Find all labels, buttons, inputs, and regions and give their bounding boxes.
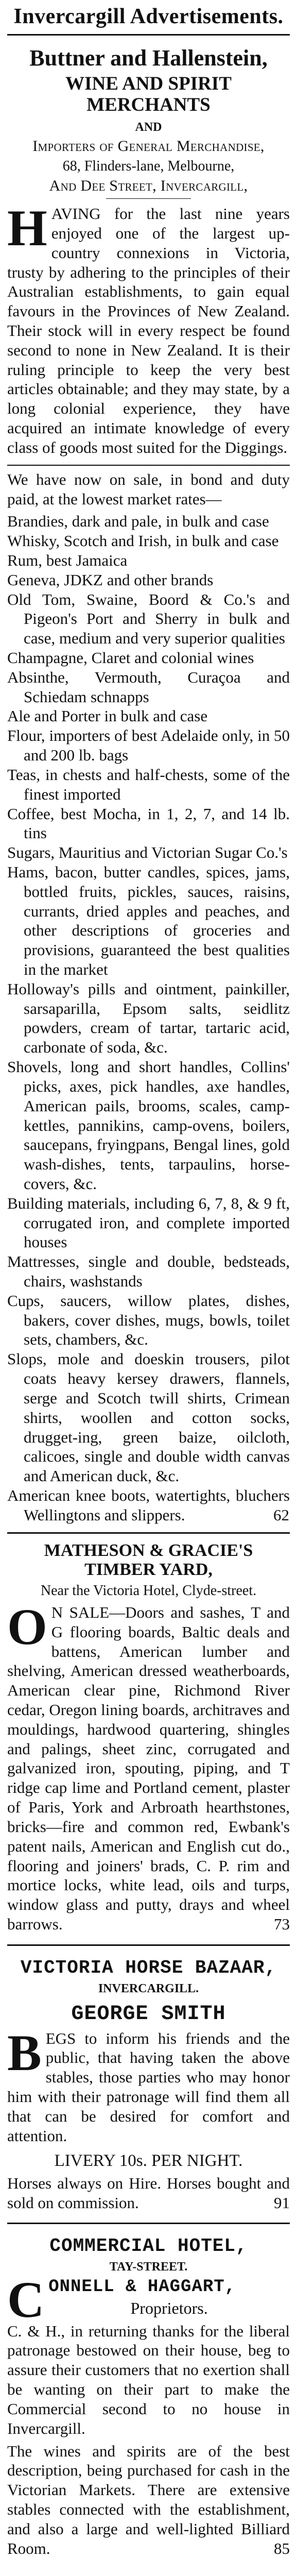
ad-number: 91 [274,2193,290,2212]
divider [106,198,191,199]
ad3-text2 [7,2174,290,2213]
ad1-address1: 68, Flinders-lane, Melbourne, [62,158,235,174]
list-item: Absinthe, Vermouth, Curaçoa and Schiedam schnapps [7,668,290,706]
ad4-role: Proprietors. [130,2298,208,2317]
ad4-text: C. & H., in returning thanks for the liberal patronage bestowed on their house, beg to assure their customers that no exertion shall be wanting on their part to make the Commercial second to no house in Invercargill. [7,2321,290,2437]
divider [7,465,290,466]
drop-cap: H [7,199,47,257]
ad1-title: Buttner and Hallenstein, [29,45,268,71]
ad3-body: EGS to inform his friends and the public, that having taken the above stables, those parties who may honor him with their patronage will find them all that can be desired for comfort and attention. [7,2029,290,2145]
list-item: Hams, bacon, butter candles, spices, jams, bottled fruits, pickles, sauces, raisins, currants, dried apples and peaches, and other descriptions of groceries and provisions, guaranteed the best qualities in the market [7,862,290,979]
ad2-location: Near the Victoria Hotel, Clyde-street. [40,1583,257,1599]
ad1-address2: And Dee Street, Invercargill, [49,177,248,195]
ad1-lead: We have now on sale, in bond and duty paid, at the lowest market rates— [7,470,290,508]
list-item: Rum, best Jamaica [7,551,128,569]
list-item: Geneva, JDKZ and other brands [7,570,214,589]
ad2-body: N SALE—Doors and sashes, T and G flooring boards, Baltic deals and battens, American lumber and shelving, American dressed weatherboards, American clear pine, Richmond River cedar, Oregon lining boards, architraves and mouldings, hardwood quartering, shingles and palings, sheet zinc, corrugated and galvanized iron, spouting, piping, and T ridge cap lime and Portland cement, plaster of Paris, York and Arbroath hearthstones, bricks—fire and common red, Ewbank's patent nails, American and English cut do., flooring and joiners' brads, C. P. rim and mortice locks, white lead, oils and turps, window glass and putty, drays and wheel barrows. [7,1603,290,1933]
list-item: Whisky, Scotch and Irish, in bulk and case [7,532,279,550]
list-item: Old Tom, Swaine, Boord & Co.'s and Pigeon's Port and Sherry in bulk and case, medium and very superior qualities [7,590,290,648]
list-item: Cups, saucers, willow plates, dishes, bakers, cover dishes, mugs, bowls, toilet sets, chambers, &c. [7,1291,290,1349]
victoria-horse-bazaar-ad [7,1946,290,2225]
buttner-hallenstein-ad [7,36,290,1534]
list-item: Mattresses, single and double, bedsteads, chairs, washstands [7,1252,290,1291]
list-item: Shovels, long and short handles, Collins' picks, axes, pick handles, axe handles, American pails, brooms, scales, camp-kettles, pannikins, camp-ovens, boilers, saucepans, fryingpans, Bengal lines, gold wash-dishes, tents, tarpaulins, horse-covers, &c. [7,1058,290,1193]
ad4-place: TAY-STREET. [109,2260,188,2274]
ad4-text2 [7,2442,290,2558]
page-header: Invercargill Advertisements. [7,0,290,36]
ad3-text [7,2024,290,2146]
ad1-subtitle: WINE AND SPIRIT MERCHANTS [65,73,232,116]
ad4-proprietors [7,2271,290,2329]
list-item: Slops, mole and doeskin trousers, pilot coats heavy kersey drawers, flannels, serge and Scotch twill shirts, Crimean shirts, woollen and cotton socks, drugget-ing, green baize, oilcloth, calicoes, single and double width canvas and American duck, &c. [7,1350,290,1485]
list-item: Brandies, dark and pale, in bulk and case [7,512,269,531]
ad1-intro-text: AVING for the last nine years enjoyed one of the largest up-country connexions in Victoria, trusty by adhering to the principles of their Australian establishments, to gain equal favours in the Provinces of New Zealand. Their stock will in every respect be found second to none in New Zealand. It is their ruling principle to keep the very best articles obtainable; and they may state, by a long colonial experience, they have acquired an intimate knowledge of every class of goods most suited for the Diggings. [7,205,290,456]
ad4-name: ONNELL & HAGGART, [48,2277,236,2297]
list-item-text: American knee boots, watertights, bluchers Wellingtons and slippers. [7,1486,290,1524]
list-item: Building materials, including 6, 7, 8, & 9 ft, corrugated iron, and complete imported houses [7,1194,290,1251]
ad1-intro [7,199,290,457]
list-item: Flour, importers of best Adelaide only, in 50 and 200 lb. bags [7,726,290,765]
ad3-name: GEORGE SMITH [71,2002,226,2026]
list-item: Champagne, Claret and colonial wines [7,649,254,667]
ad3-livery: LIVERY 10s. PER NIGHT. [54,2151,243,2171]
list-item: American knee boots, watertights, bluchers Wellingtons and slippers. 62 [7,1486,290,1524]
ad4-title: COMMERCIAL HOTEL, [49,2235,248,2257]
list-item: Ale and Porter in bulk and case [7,707,208,725]
ad1-items [7,512,290,1524]
ad-number: 73 [274,1914,290,1933]
drop-cap: C [7,2271,45,2329]
ad3-title: VICTORIA HORSE BAZAAR, [20,1957,277,1978]
ad1-and: AND [135,120,162,134]
drop-cap: O [7,1598,47,1655]
ad-number: 85 [274,2539,290,2557]
ad3-place: INVERCARGILL. [98,1981,199,1995]
list-item: Teas, in chests and half-chests, some of the finest imported [7,765,290,803]
list-item: Coffee, best Mocha, in 1, 2, 7, and 14 lb. tins [7,804,290,842]
list-item: Sugars, Mauritius and Victorian Sugar Co.'s [7,843,288,862]
ad2-title: MATHESON & GRACIE'S TIMBER YARD, [44,1540,253,1579]
ad1-importers: Importers of General Merchandise, [32,137,265,155]
list-item: Holloway's pills and ointment, painkiller, sarsaparilla, Epsom salts, seidlitz powders, cream of tartar, tartaric acid, carbonate of soda, &c. [7,979,290,1057]
ad2-text [7,1598,290,1934]
drop-cap: B [7,2024,42,2081]
commercial-hotel-ad [7,2224,290,2568]
ad4-body2: The wines and spirits are of the best description, being purchased for cash in the Victorian Markets. There are extensive stables connected with the establishment, and also a large and well-lighted Billiard Room. [7,2442,290,2557]
matheson-gracie-ad [7,1534,290,1946]
ad3-body2: Horses always on Hire. Horses bought and sold on commission. [7,2174,290,2212]
